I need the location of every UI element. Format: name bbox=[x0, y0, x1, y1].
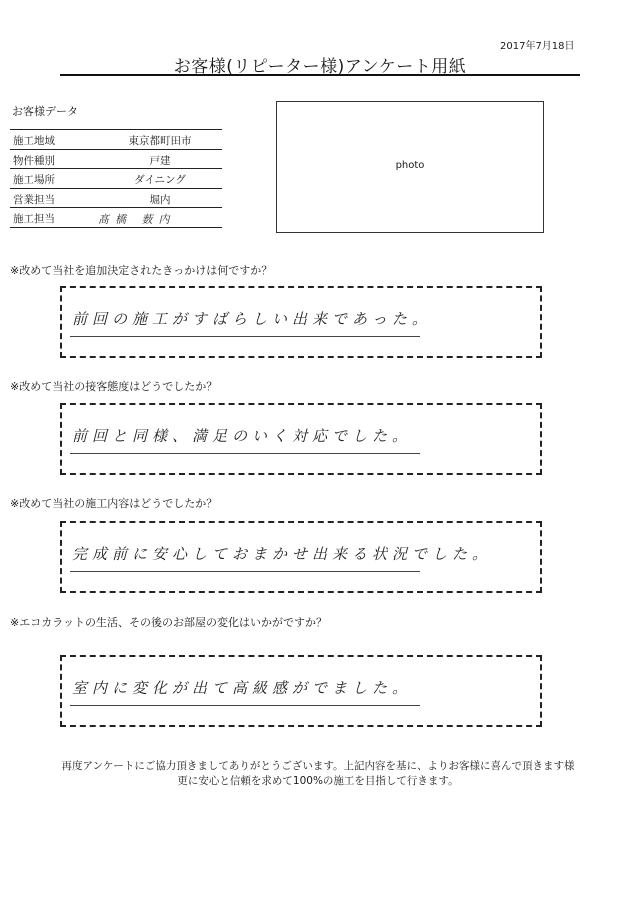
answer-underline bbox=[70, 571, 420, 572]
handwritten-answer-2: 前回と同様、満足のいく対応でした。 bbox=[72, 427, 413, 445]
info-row-location bbox=[10, 169, 222, 189]
info-row-installer bbox=[10, 208, 222, 228]
info-value: 東京都町田市 bbox=[128, 135, 192, 147]
info-value: ダイニング bbox=[134, 174, 186, 186]
info-label: 施工場所 bbox=[13, 174, 55, 186]
info-value: 堀内 bbox=[149, 193, 171, 206]
title-underline bbox=[60, 74, 580, 76]
info-label: 施工地域 bbox=[13, 135, 55, 147]
handwritten-answer-4: 室内に変化が出て高級感がでました。 bbox=[72, 679, 413, 697]
footer-line-2: 更に安心と信頼を求めて100%の施工を目指して行きます。 bbox=[177, 775, 459, 787]
photo-placeholder bbox=[276, 101, 544, 233]
customer-data-heading: お客様データ bbox=[12, 105, 78, 118]
handwritten-answer-1: 前回の施工がすばらしい出来であった。 bbox=[72, 310, 432, 328]
answer-box-4 bbox=[60, 655, 542, 727]
answer-underline bbox=[70, 336, 420, 337]
info-row-area bbox=[10, 129, 222, 150]
photo-label: photo bbox=[395, 160, 425, 171]
question-4: ※エコカラットの生活、その後のお部屋の変化はいかがですか？ bbox=[10, 616, 327, 629]
info-row-sales-rep bbox=[10, 189, 222, 209]
answer-underline bbox=[70, 705, 420, 706]
date: 2017年7月18日 bbox=[500, 41, 575, 52]
answer-box-3 bbox=[60, 521, 542, 593]
info-row-property-type bbox=[10, 150, 222, 170]
info-label: 施工担当 bbox=[13, 213, 55, 225]
answer-box-1 bbox=[60, 286, 542, 358]
question-3: ※改めて当社の施工内容はどうでしたか？ bbox=[10, 497, 218, 510]
question-2: ※改めて当社の接客態度はどうでしたか？ bbox=[10, 380, 218, 393]
answer-underline bbox=[70, 453, 420, 454]
customer-data-table bbox=[10, 129, 222, 228]
page-title: お客様(リピーター様)アンケート用紙 bbox=[173, 57, 467, 77]
info-label: 物件種別 bbox=[13, 154, 55, 167]
info-value: 戸建 bbox=[149, 154, 171, 167]
answer-box-2 bbox=[60, 403, 542, 475]
footer-line-1: 再度アンケートにご協力頂きましてありがとうございます。上記内容を基に、よりお客様に喜んで頂きます様 bbox=[61, 760, 575, 772]
handwritten-answer-3: 完成前に安心しておまかせ出来る状況でした。 bbox=[72, 545, 493, 563]
info-label: 営業担当 bbox=[13, 193, 55, 206]
handwritten-value: 髙橋 薮内 bbox=[98, 213, 176, 226]
question-1: ※改めて当社を追加決定されたきっかけは何ですか？ bbox=[10, 264, 273, 277]
